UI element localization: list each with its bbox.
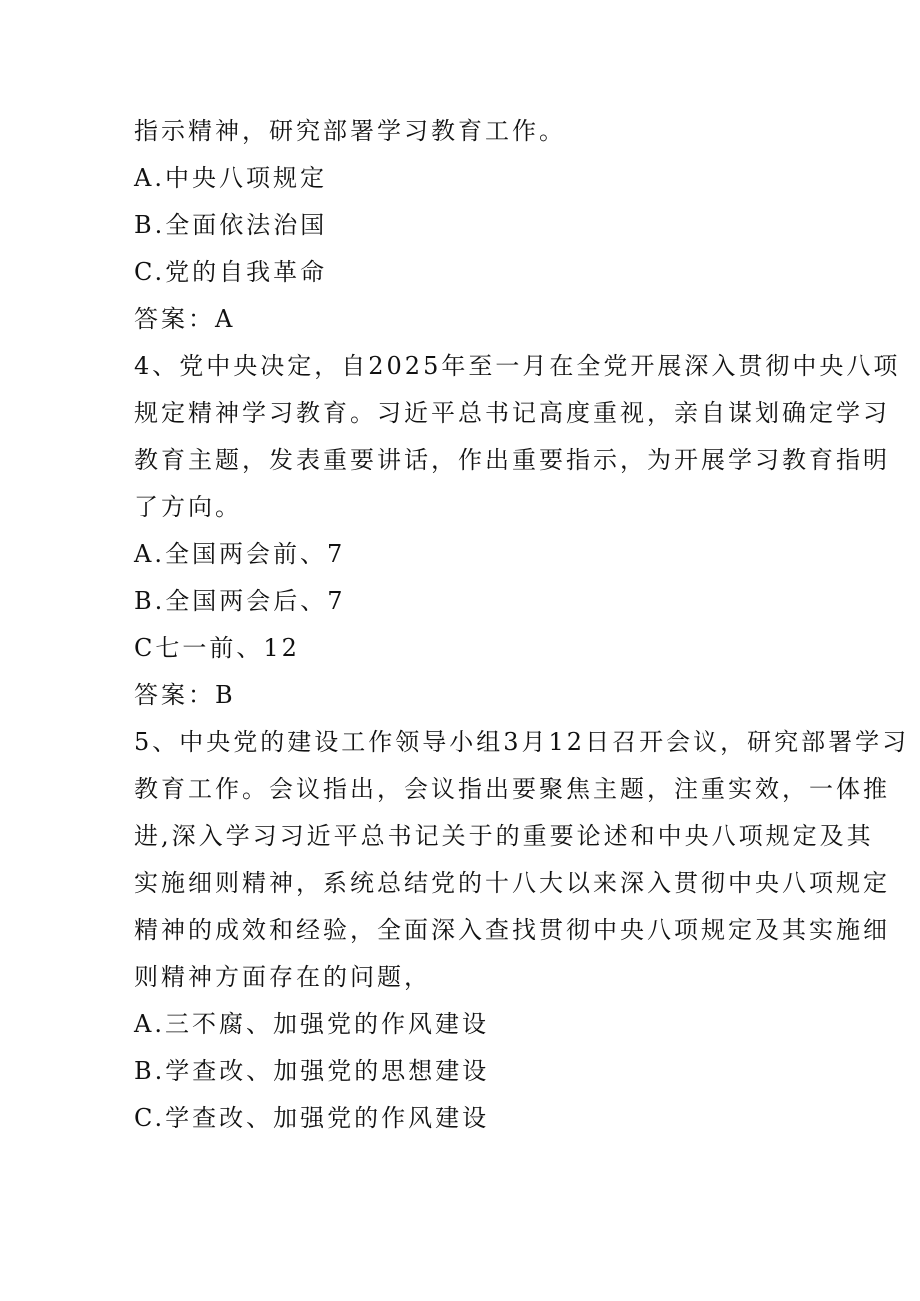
question-4-stem-line: 教育主题，发表重要讲话，作出重要指示，为开展学习教育指明 (134, 446, 890, 474)
question-3-option-c: C.党的自我革命 (134, 258, 328, 286)
question-5-stem-line: 5、中央党的建设工作领导小组3月12日召开会议，研究部署学习 (134, 728, 910, 756)
question-4-stem-line: 了方向。 (134, 493, 242, 521)
question-4-stem-line: 4、党中央决定，自2025年至一月在全党开展深入贯彻中央八项 (134, 352, 901, 380)
question-5-stem (134, 719, 910, 1001)
question-5-stem-line: 进,深入学习习近平总书记关于的重要论述和中央八项规定及其 (134, 822, 874, 850)
question-5-option-c: C.学查改、加强党的作风建设 (134, 1104, 490, 1132)
question-3-stem-tail: 指示精神，研究部署学习教育工作。 (134, 117, 566, 145)
document-page (134, 108, 910, 1142)
question-4-stem (134, 343, 901, 531)
question-3-option-a: A.中央八项规定 (134, 164, 327, 192)
question-3-answer: 答案：A (134, 305, 236, 333)
question-4-stem-line: 规定精神学习教育。习近平总书记高度重视，亲自谋划确定学习 (134, 399, 890, 427)
question-5-stem-line: 实施细则精神，系统总结党的十八大以来深入贯彻中央八项规定 (134, 869, 890, 897)
question-5-stem-line: 则精神方面存在的问题， (134, 963, 431, 991)
question-5-option-a: A.三不腐、加强党的作风建设 (134, 1010, 489, 1038)
question-4-answer: 答案：B (134, 681, 236, 709)
question-4-option-b: B.全国两会后、7 (134, 587, 346, 615)
question-5-stem-line: 精神的成效和经验，全面深入查找贯彻中央八项规定及其实施细 (134, 916, 890, 944)
question-4-option-a: A.全国两会前、7 (134, 540, 346, 568)
question-5-option-b: B.学查改、加强党的思想建设 (134, 1057, 490, 1085)
question-4-option-c: C七一前、12 (134, 634, 300, 662)
question-3-option-b: B.全面依法治国 (134, 211, 328, 239)
question-5-stem-line: 教育工作。会议指出，会议指出要聚焦主题，注重实效，一体推 (134, 775, 890, 803)
